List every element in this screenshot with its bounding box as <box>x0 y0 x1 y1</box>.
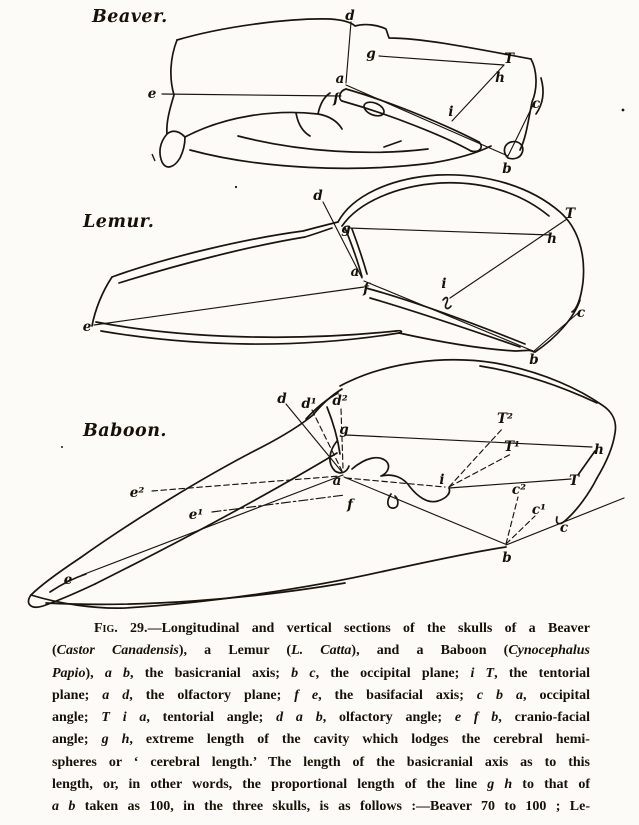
lemur-line-a-b <box>364 281 533 351</box>
caption-text-run: ), <box>85 665 105 681</box>
beaver-line-d-a <box>346 22 351 83</box>
baboon-figure-title: Baboon. <box>83 421 168 441</box>
point-label-i: i <box>439 472 445 488</box>
baboon-line-b-c2 <box>506 497 518 544</box>
caption-text-run: b c <box>291 665 316 681</box>
caption-text-run: , occipital <box>523 687 591 703</box>
point-label-g: g <box>339 422 349 438</box>
caption-line-8 <box>52 774 590 796</box>
caption-text-run: spheres or ‘ cerebral length.’ The length of the basicranial axis as to this <box>52 754 590 770</box>
caption-text-run: ), and a Baboon ( <box>351 643 509 659</box>
caption-text-run: c b a <box>476 687 523 703</box>
caption-text-run: —Longitudinal and vertical sections of the skulls of a Beaver <box>147 621 590 636</box>
caption-line-4 <box>52 685 590 707</box>
caption-text-run: taken as 100, in the three skulls, is as follows :—Beaver 70 to 100 ; Le- <box>75 799 590 815</box>
caption-text-run: angle; <box>52 732 102 748</box>
baboon-cranium-dome-outer <box>340 360 615 478</box>
baboon-line-i-T2 <box>449 428 503 487</box>
point-label-T: T <box>568 473 580 489</box>
beaver-suture-branch-2 <box>296 113 310 136</box>
caption-line-5 <box>52 707 590 729</box>
point-label-i: i <box>441 276 447 292</box>
caption-text-run: to that of <box>512 777 591 793</box>
caption-text-run: plane; <box>52 687 103 703</box>
point-label-c: c <box>559 520 569 536</box>
point-label-e: e <box>63 572 73 588</box>
caption-text-run: , the olfactory plane; <box>129 687 295 703</box>
point-label-e2: e² <box>129 485 145 501</box>
point-label-e1: e¹ <box>188 507 204 523</box>
caption-text-run: , extreme length of the cavity which lodges the cerebral hemi- <box>129 732 590 748</box>
caption-text-run: , olfactory angle; <box>322 710 455 726</box>
caption-text-run: , cranio-facial <box>498 710 590 726</box>
point-label-f: f <box>363 281 369 297</box>
caption-text-run: , the tentorial <box>494 665 591 681</box>
point-label-a: a <box>332 473 342 489</box>
baboon-muzzle-tip-loop <box>28 558 95 607</box>
point-label-T: T <box>564 206 576 222</box>
point-label-h: h <box>495 70 505 86</box>
caption-text-run: , tentorial angle; <box>146 710 277 726</box>
beaver-foot-inner-line <box>167 131 185 137</box>
beaver-rod-startcap <box>340 89 346 101</box>
beaver-jaw-tick <box>384 141 401 147</box>
caption-line-7 <box>52 752 590 774</box>
baboon-skull-drawing <box>28 360 615 608</box>
lemur-line-e-f <box>94 287 364 325</box>
lemur-muzzle-tip-edge <box>92 277 112 326</box>
speck-dot <box>61 446 63 448</box>
caption-text-run: ( <box>52 643 57 659</box>
point-label-d: d <box>345 8 355 24</box>
point-label-d: d <box>313 188 323 204</box>
baboon-line-e1-f <box>212 495 345 512</box>
caption-line-1 <box>52 618 590 640</box>
caption-text-run: g h <box>487 777 513 793</box>
beaver-cranium-top-outline <box>177 19 531 59</box>
baboon-figure <box>28 360 624 608</box>
speck-dot <box>622 109 625 112</box>
baboon-line-g-h <box>346 435 592 447</box>
point-label-c: c <box>576 305 586 321</box>
caption-line-6 <box>52 729 590 751</box>
point-label-h: h <box>594 442 604 458</box>
lemur-skull-drawing <box>92 175 584 352</box>
caption-text-run: i T <box>470 665 495 681</box>
caption-text-run: Fig. 29. <box>94 621 148 636</box>
point-label-d1: d¹ <box>301 396 317 412</box>
caption-text-run: a d <box>102 687 130 703</box>
speck-apostrophe <box>152 154 155 161</box>
lemur-rod-upper <box>366 288 525 344</box>
caption-text-run: , the basicranial axis; <box>130 665 292 681</box>
point-label-d2: d² <box>332 393 348 409</box>
baboon-line-a-i <box>346 478 445 487</box>
caption-text-run: , the basifacial axis; <box>318 687 477 703</box>
beaver-lower-jaw-sweep <box>190 146 491 168</box>
caption-text-run: Cynocephalus <box>508 643 590 659</box>
caption-line-9 <box>52 796 590 818</box>
point-label-b: b <box>502 550 512 566</box>
baboon-line-i-T <box>449 479 571 488</box>
lemur-i-notch <box>443 297 451 308</box>
lemur-lower-strip-upper <box>96 322 396 337</box>
beaver-figure-title: Beaver. <box>92 7 168 27</box>
point-label-g: g <box>366 46 376 62</box>
caption-text-run: a b <box>104 665 131 681</box>
caption-text-run: ), a Lemur ( <box>178 643 292 659</box>
figure-caption <box>52 618 590 819</box>
caption-text-run: angle; <box>52 710 102 726</box>
caption-text-run: e f b <box>454 710 499 726</box>
caption-text-run: L. Catta <box>291 643 352 659</box>
baboon-cranium-dome-inner <box>480 366 597 403</box>
lemur-line-g-h <box>349 228 551 235</box>
beaver-figure <box>91 7 543 177</box>
beaver-lower-inner-line <box>238 136 428 152</box>
point-label-b: b <box>529 352 539 368</box>
point-label-g: g <box>341 221 351 237</box>
beaver-back-left-edge <box>160 40 185 167</box>
lemur-snout-top-inner <box>119 228 332 283</box>
caption-text-run: , the occipital plane; <box>315 665 471 681</box>
point-label-i: i <box>448 104 454 120</box>
baboon-bottom-outline <box>31 547 506 608</box>
point-label-c1: c¹ <box>531 502 547 518</box>
caption-text-run: a b <box>52 799 76 815</box>
caption-line-3 <box>52 663 590 685</box>
point-label-c: c <box>531 96 541 112</box>
point-label-f: f <box>347 497 353 513</box>
baboon-inion-segment <box>578 451 595 475</box>
caption-line-2 <box>52 640 590 662</box>
point-label-e: e <box>82 319 92 335</box>
point-label-f: f <box>333 91 339 107</box>
caption-text-run: Papio <box>52 665 86 681</box>
point-label-c2: c² <box>511 482 527 498</box>
caption-text-run: length, or, in other words, the proportional length of the line <box>52 777 488 793</box>
point-label-T2: T² <box>497 411 513 427</box>
baboon-line-i-T1 <box>449 454 511 487</box>
caption-text-run: g h <box>101 732 130 748</box>
point-label-h: h <box>547 231 557 247</box>
point-label-e: e <box>147 86 157 102</box>
lemur-cranium-dome-inner <box>342 183 549 226</box>
point-label-T1: T¹ <box>504 439 520 455</box>
point-label-b: b <box>502 161 512 177</box>
caption-text-run: Castor Canadensis <box>56 643 179 659</box>
caption-text-run: T i a <box>101 710 147 726</box>
point-label-a: a <box>335 71 345 87</box>
point-label-T: T <box>503 51 515 67</box>
point-label-d: d <box>277 391 287 407</box>
lemur-figure <box>82 175 585 368</box>
speck-dot <box>235 186 237 188</box>
baboon-line-a-b <box>344 477 505 544</box>
beaver-line-g-h <box>379 56 504 65</box>
caption-text-run: d a b <box>276 710 323 726</box>
lemur-line-b-c <box>534 313 578 351</box>
point-label-a: a <box>350 264 360 280</box>
caption-text-run: f e <box>294 687 319 703</box>
beaver-line-e-f <box>162 94 341 96</box>
baboon-line-e-f-a <box>82 475 343 575</box>
lemur-figure-title: Lemur. <box>83 212 155 232</box>
beaver-foramen-oval <box>362 100 386 119</box>
beaver-line-a-b <box>346 85 508 156</box>
beaver-zygoma-root-curve <box>185 112 342 137</box>
baboon-line-e2-a <box>152 476 340 491</box>
lemur-measurement-lines <box>94 202 578 351</box>
baboon-line-d2-a <box>341 409 343 468</box>
